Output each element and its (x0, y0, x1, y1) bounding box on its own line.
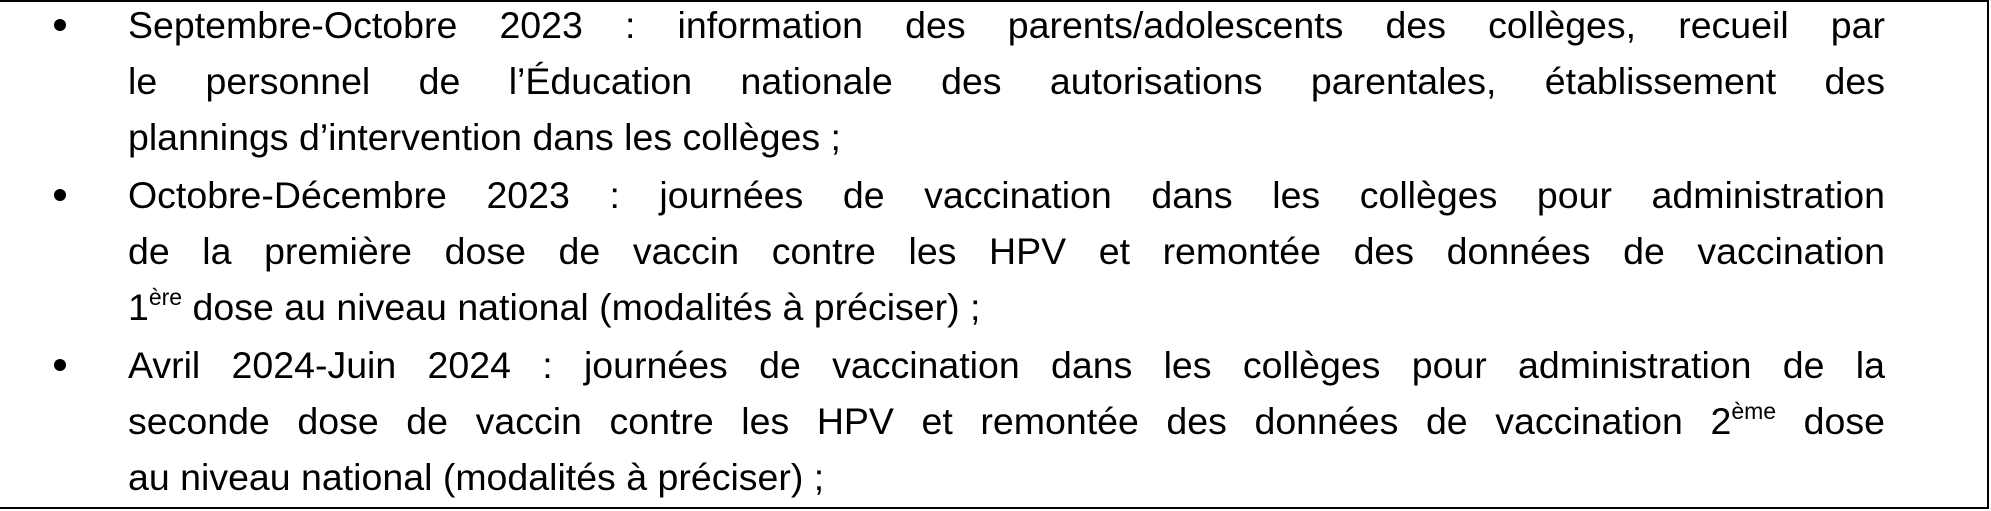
item-line: au niveau national (modalités à préciser) ; (128, 456, 825, 498)
item-line: plannings d’intervention dans les collèges ; (128, 116, 841, 158)
line-text: seconde dose de vaccin contre les HPV et remontée des données de vaccination 2 (128, 400, 1732, 442)
ordinal-superscript: ème (1731, 398, 1777, 424)
bullet-icon (54, 189, 66, 201)
item-line: de la première dose de vaccin contre les HPV et remontée des données de vaccination (128, 230, 1885, 272)
ordinal-superscript: ère (148, 284, 183, 310)
item-line: Avril 2024-Juin 2024 : journées de vaccination dans les collèges pour administration de la (128, 344, 1885, 386)
item-line: le personnel de l’Éducation nationale des autorisations parentales, établissement des (128, 60, 1885, 102)
bullet-icon (54, 19, 66, 31)
bullet-list (0, 2, 1987, 507)
dose-number: 1 (128, 286, 149, 328)
item-line: Octobre-Décembre 2023 : journées de vaccination dans les collèges pour administration (128, 174, 1885, 216)
item-line: Septembre-Octobre 2023 : information des parents/adolescents des collèges, recueil par (128, 4, 1885, 46)
item-line (128, 393, 1885, 449)
item-line (128, 279, 1885, 335)
bullet-icon (54, 359, 66, 371)
line-text: dose (1776, 400, 1885, 442)
line-text: dose au niveau national (modalités à préciser) ; (182, 286, 981, 328)
